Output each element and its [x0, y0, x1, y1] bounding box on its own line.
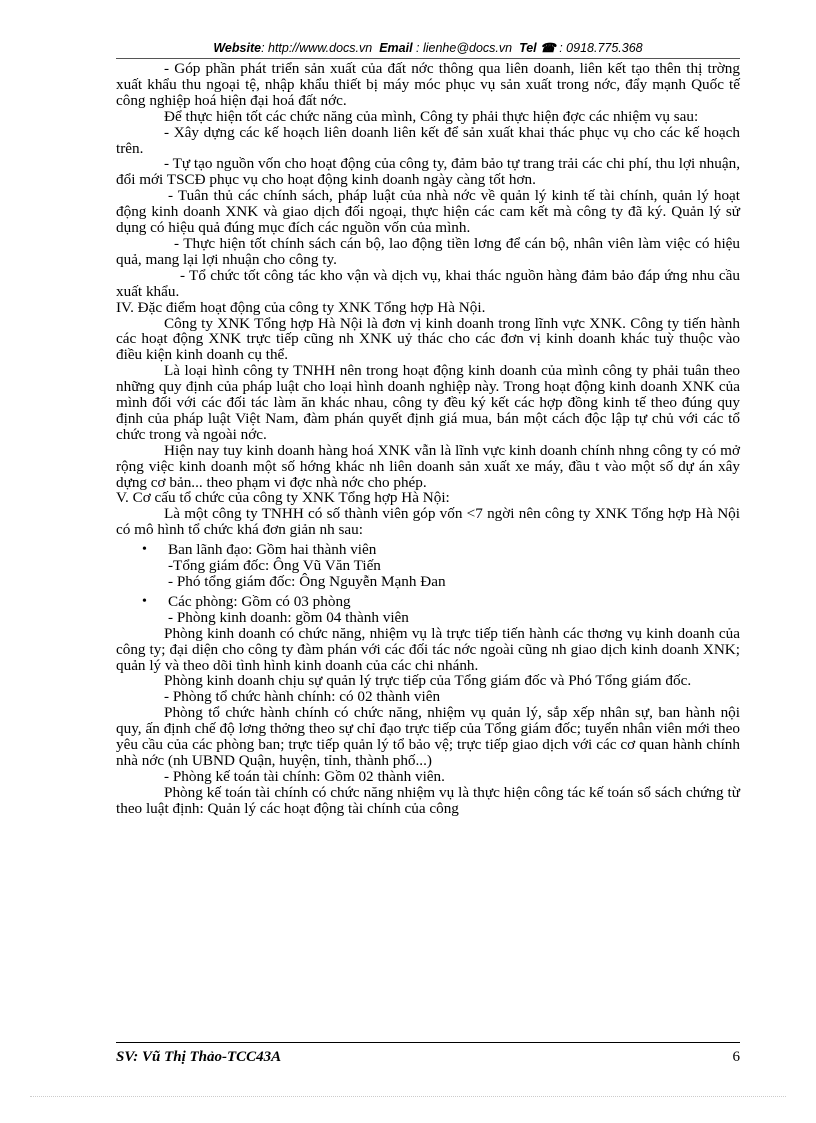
list-subline: - Phòng kinh doanh: gồm 04 thành viên — [168, 608, 409, 626]
phone-icon: ☎ — [540, 41, 556, 55]
paragraph: Là loại hình công ty TNHH nên trong hoạt động kinh doanh của mình công ty phải tuân theo những quy định của pháp luật cho loại hình doanh nghiệp này. Trong hoạt động kinh doanh XNK của mình đối với các đối tác làm ăn khác nhau, công ty đều ký kết các hợp đồng kinh tế theo đúng quy định của pháp luật Việt Nam, đàm phán quyết định giá mua, bán một cách độc lập tự chủ với các tổ chức trong và ngoài nớc. — [116, 362, 740, 443]
paragraph: - Góp phần phát triển sản xuất của đất nớc thông qua liên doanh, liên kết tạo thên thị trờng xuất khẩu thu ngoại tệ, nhập khẩu thiết bị máy móc phục vụ sản xuất trong nớc, đẩy mạnh Quốc tế công nghiệp hoá hiện đại hoá đất nớc. — [116, 60, 740, 109]
list-subline: - Phó tổng giám đốc: Ông Nguyễn Mạnh Đan — [168, 573, 446, 590]
list-item — [116, 542, 740, 558]
paragraph: Là một công ty TNHH có số thành viên góp vốn <7 ngời nên công ty XNK Tổng hợp Hà Nội có mô hình tổ chức khá đơn giản nh sau: — [116, 505, 740, 539]
bullet-icon: • — [142, 542, 147, 558]
list-subline: -Tổng giám đốc: Ông Vũ Văn Tiến — [168, 557, 381, 575]
paragraph: Phòng kinh doanh chịu sự quản lý trực tiếp của Tổng giám đốc và Phó Tổng giám đốc. — [164, 672, 692, 690]
header-divider — [116, 58, 740, 59]
paragraph: - Phòng kế toán tài chính: Gồm 02 thành viên. — [164, 767, 445, 785]
paragraph: - Tự tạo nguồn vốn cho hoạt động của công ty, đảm bảo tự trang trải các chi phí, thu lợi nhuận, đổi mới TSCĐ phục vụ cho hoạt động kinh doanh ngày càng tốt hơn. — [116, 155, 740, 189]
list-item-text: Các phòng: Gồm có 03 phòng — [168, 592, 351, 610]
website-value: : http://www.docs.vn — [261, 41, 373, 55]
footer-author: SV: Vũ Thị Thảo-TCC43A — [116, 1049, 282, 1065]
section-heading-v: V. Cơ cấu tổ chức của công ty XNK Tổng hợp Hà Nội: — [116, 489, 450, 507]
paragraph: Phòng kinh doanh có chức năng, nhiệm vụ là trực tiếp tiến hành các thơng vụ kinh doanh của công ty; đại diện cho công ty đàm phán với các đối tác nớc ngoài cũng nh giao dịch kinh doanh XNK; quản lý và theo dõi tình hình kinh doanh của các chi nhánh. — [116, 624, 740, 674]
paragraph: Phòng tổ chức hành chính có chức năng, nhiệm vụ quản lý, sắp xếp nhân sự, ban hành nội quy, ấn định chế độ lơng thởng theo sự chỉ đạo trực tiếp của Tổng giám đốc; tuyển nhân viên mới theo yêu cầu của các phòng ban; trực tiếp quản lý tổ bảo vệ; trực tiếp giao dịch với các cơ quan hành chính nhà nớc (nh UBND Quận, huyện, tỉnh, thành phố...) — [116, 704, 740, 769]
paragraph: Phòng kế toán tài chính có chức năng nhiệm vụ là thực hiện công tác kế toán sổ sách chứng từ theo luật định: Quản lý các hoạt động tài chính của công — [116, 783, 740, 817]
tel-label: Tel — [519, 41, 537, 55]
footer-divider — [116, 1042, 740, 1043]
tel-value: : 0918.775.368 — [559, 41, 643, 55]
paragraph: - Thực hiện tốt chính sách cán bộ, lao động tiền lơng để cán bộ, nhân viên làm việc có hiệu quả, mang lại lợi nhuận cho công ty. — [116, 234, 740, 268]
email-label: Email — [379, 41, 413, 55]
paragraph: - Xây dựng các kế hoạch liên doanh liên kết để sản xuất khai thác phục vụ cho các kế hoạch trên. — [116, 123, 740, 157]
paragraph: Để thực hiện tốt các chức năng của mình, Công ty phải thực hiện đợc các nhiệm vụ sau: — [164, 107, 699, 125]
page-header — [116, 40, 740, 55]
paragraph: - Tuân thủ các chính sách, pháp luật của nhà nớc về quản lý kinh tế tài chính, quản lý hoạt động kinh doanh XNK và giao dịch đối ngoại, thực hiện các cam kết mà công ty đã ký. Quản lý sử dụng có hiệu quả đúng mục đích các nguồn vốn của mình. — [116, 187, 740, 237]
section-heading-iv: IV. Đặc điểm hoạt động của công ty XNK Tổng hợp Hà Nội. — [116, 298, 486, 316]
document-body — [116, 61, 740, 817]
bullet-icon: • — [142, 593, 147, 609]
paragraph: - Tổ chức tốt công tác kho vận và dịch vụ, khai thác nguồn hàng đảm bảo đáp ứng nhu cầu xuất khẩu. — [116, 266, 740, 300]
list-item-text: Ban lãnh đạo: Gồm hai thành viên — [168, 541, 377, 559]
page-bottom-border — [30, 1096, 786, 1097]
paragraph: Hiện nay tuy kinh doanh hàng hoá XNK vẫn là lĩnh vực kinh doanh chính nhng công ty có mở rộng việc kinh doanh một số hớng khác nh liên doanh sản xuất xe máy, đầu t vào một số dự án xây dựng cơ bản... theo phạm vi đợc nhà nớc cho phép. — [116, 441, 740, 491]
paragraph: - Phòng tổ chức hành chính: có 02 thành viên — [164, 688, 441, 706]
page-number: 6 — [732, 1049, 740, 1065]
paragraph: Công ty XNK Tổng hợp Hà Nội là đơn vị kinh doanh trong lĩnh vực XNK. Công ty tiến hành các hoạt động XNK trực tiếp cũng nh XNK uỷ thác cho các đơn vị kinh doanh khác tuỳ thuộc vào điều kiện kinh doanh cụ thể. — [116, 314, 740, 364]
website-label: Website — [213, 41, 262, 55]
email-value: : lienhe@docs.vn — [416, 41, 513, 55]
list-item — [116, 594, 740, 610]
